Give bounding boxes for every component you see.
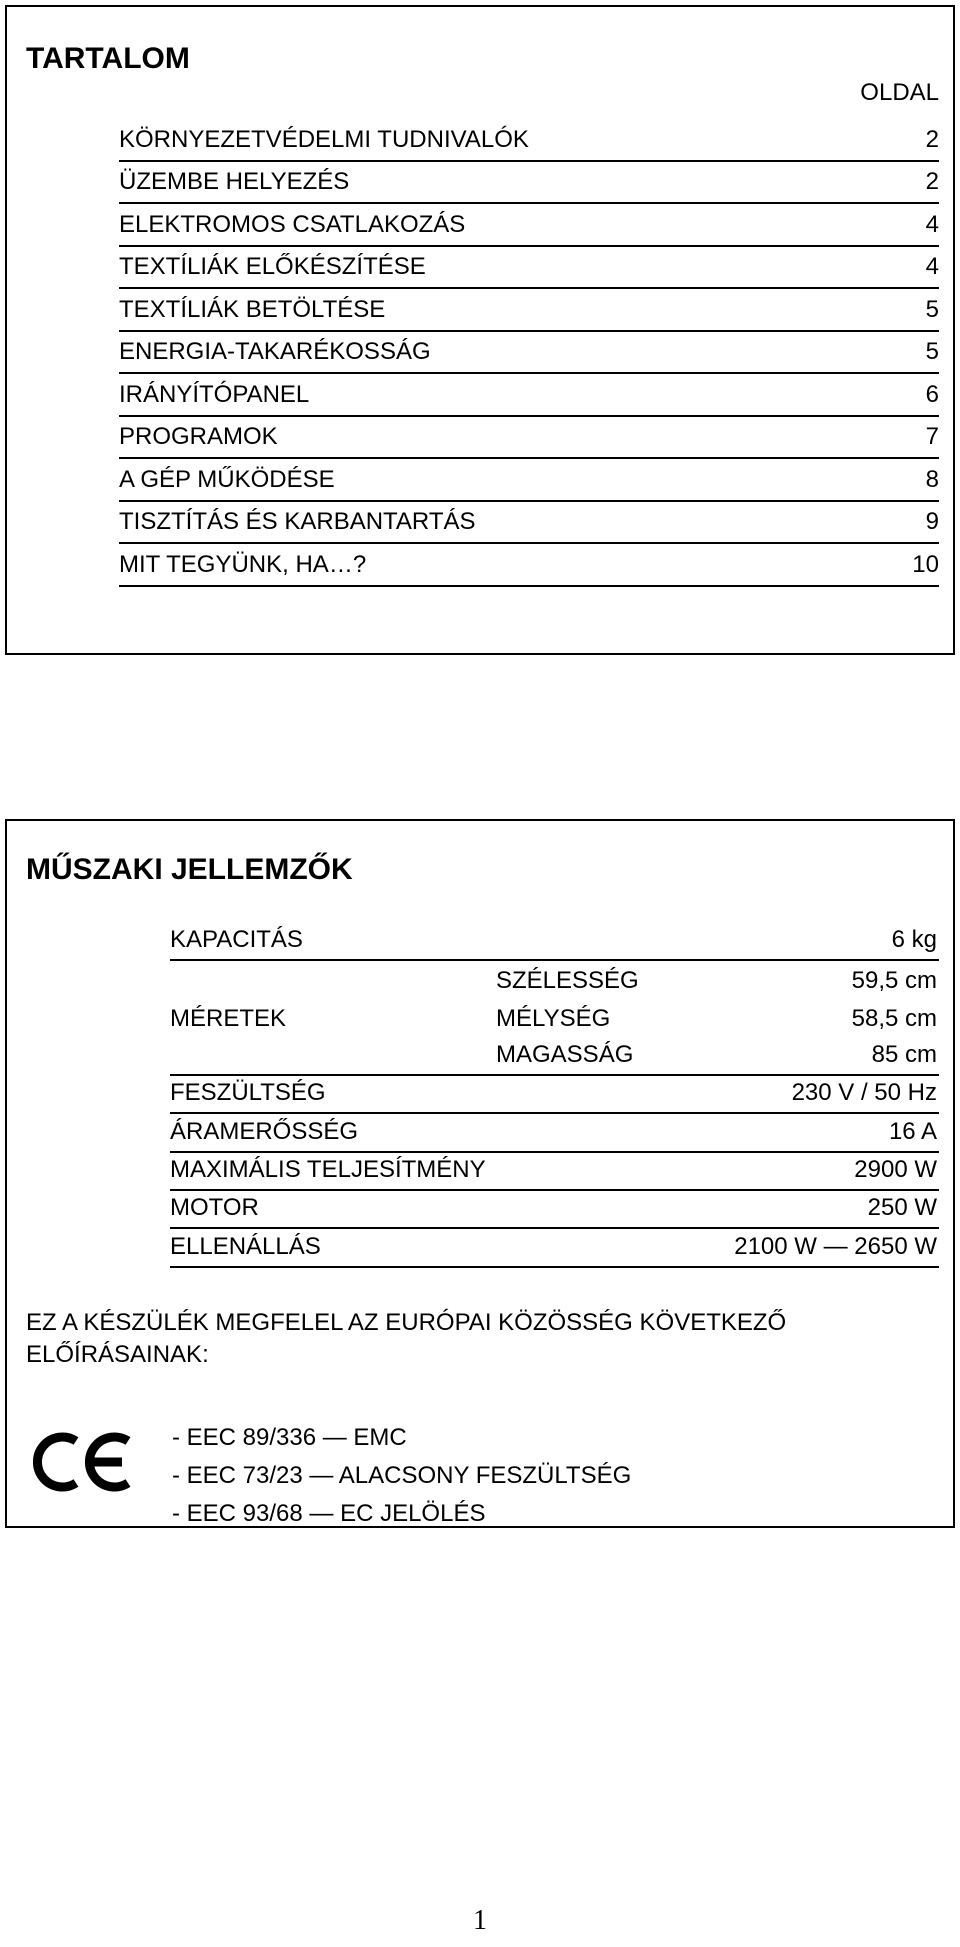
toc-entry-label: TISZTÍTÁS ÉS KARBANTARTÁS <box>119 508 476 535</box>
specs-title: MŰSZAKI JELLEMZŐK <box>26 853 353 886</box>
directive-item: - EEC 93/68 — EC JELÖLÉS <box>172 1500 486 1527</box>
toc-entry-page: 2 <box>925 168 939 195</box>
spec-label: ELLENÁLLÁS <box>170 1232 321 1260</box>
spec-label: ÁRAMERŐSSÉG <box>170 1117 359 1145</box>
spec-value: 58,5 cm <box>851 1004 937 1032</box>
toc-title: TARTALOM <box>26 42 190 75</box>
spec-value: 85 cm <box>871 1041 937 1069</box>
spec-row-max-power <box>170 1153 939 1191</box>
toc-entry-page: 6 <box>925 380 939 408</box>
spec-row-capacity <box>170 923 939 961</box>
spec-sublabel: SZÉLESSÉG <box>496 966 639 994</box>
toc-entry-label: IRÁNYÍTÓPANEL <box>119 380 310 408</box>
directive-item: - EEC 73/23 — ALACSONY FESZÜLTSÉG <box>172 1462 632 1489</box>
spec-value: 16 A <box>888 1117 937 1145</box>
spec-row-voltage <box>170 1076 939 1114</box>
spec-label: FESZÜLTSÉG <box>170 1079 326 1107</box>
toc-entry-label: KÖRNYEZETVÉDELMI TUDNIVALÓK <box>119 125 529 153</box>
toc-entry <box>119 204 939 247</box>
toc-entry-label: MIT TEGYÜNK, HA…? <box>119 550 367 578</box>
spec-value: 2900 W <box>854 1156 937 1184</box>
spec-value: 230 V / 50 Hz <box>791 1079 937 1107</box>
toc-entry-page: 9 <box>925 508 939 535</box>
ce-logo-icon <box>32 1431 134 1498</box>
spec-row-current <box>170 1114 939 1152</box>
spec-value: 6 kg <box>891 926 937 954</box>
toc-entry-label: PROGRAMOK <box>119 423 278 450</box>
toc-entry-label: ENERGIA-TAKARÉKOSSÁG <box>119 338 431 365</box>
toc-list <box>119 119 939 587</box>
compliance-statement: EZ A KÉSZÜLÉK MEGFELEL AZ EURÓPAI KÖZÖSSÉG KÖVETKEZŐ ELŐÍRÁSAINAK: <box>26 1309 787 1368</box>
spec-sublabel: MAGASSÁG <box>496 1041 634 1069</box>
toc-entry-label: ÜZEMBE HELYEZÉS <box>119 168 350 195</box>
toc-entry-page: 7 <box>925 423 939 450</box>
toc-entry-label: ELEKTROMOS CSATLAKOZÁS <box>119 210 466 238</box>
spec-label: KAPACITÁS <box>170 926 303 954</box>
toc-entry-label: TEXTÍLIÁK ELŐKÉSZÍTÉSE <box>119 253 426 280</box>
spec-value: 59,5 cm <box>851 966 937 994</box>
toc-entry <box>119 332 939 375</box>
toc-entry <box>119 374 939 417</box>
toc-entry <box>119 544 939 587</box>
spec-row-resistance <box>170 1229 939 1267</box>
toc-entry-page: 2 <box>925 125 939 153</box>
toc-entry-page: 5 <box>925 338 939 365</box>
spec-label: MÉRETEK <box>170 1004 287 1032</box>
toc-entry <box>119 289 939 332</box>
toc-entry <box>119 119 939 162</box>
toc-entry-page: 8 <box>925 465 939 493</box>
spec-value: 2100 W — 2650 W <box>734 1232 937 1260</box>
spec-sublabel: MÉLYSÉG <box>496 1004 611 1032</box>
toc-entry <box>119 417 939 460</box>
toc-entry-page: 4 <box>925 253 939 280</box>
toc-entry-page: 10 <box>912 550 939 578</box>
spec-row-motor <box>170 1191 939 1229</box>
spec-row-height <box>170 1038 939 1076</box>
specs-table <box>170 923 939 1268</box>
spec-label: MOTOR <box>170 1194 259 1222</box>
toc-entry-label: TEXTÍLIÁK BETÖLTÉSE <box>119 295 386 323</box>
spec-value: 250 W <box>867 1194 937 1222</box>
toc-entry-label: A GÉP MŰKÖDÉSE <box>119 465 335 493</box>
directive-item: - EEC 89/336 — EMC <box>172 1424 407 1451</box>
toc-entry-page: 5 <box>925 295 939 323</box>
toc-page-column-header: OLDAL <box>860 79 939 106</box>
toc-entry <box>119 459 939 502</box>
toc-entry <box>119 162 939 205</box>
table-of-contents <box>5 5 955 655</box>
toc-entry <box>119 247 939 290</box>
spec-row-depth <box>170 1000 939 1038</box>
toc-entry-page: 4 <box>925 210 939 238</box>
spec-row-width <box>170 961 939 999</box>
technical-specifications <box>5 819 955 1528</box>
spec-label: MAXIMÁLIS TELJESÍTMÉNY <box>170 1156 486 1184</box>
toc-entry <box>119 502 939 545</box>
directive-list <box>172 1419 631 1533</box>
page-number: 1 <box>473 1905 487 1936</box>
